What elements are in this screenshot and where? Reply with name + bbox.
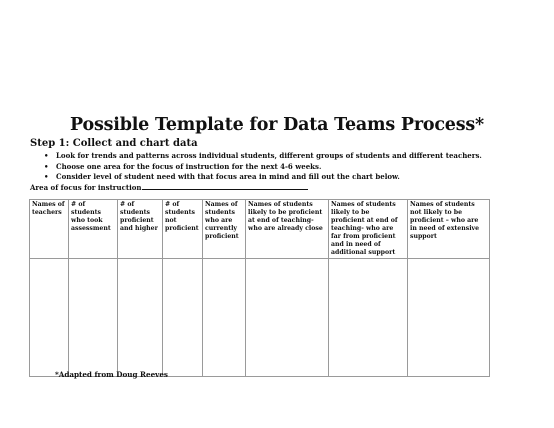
table-cell[interactable] — [69, 259, 118, 377]
page-title: Possible Template for Data Teams Process* — [69, 115, 484, 135]
focus-area-line — [30, 182, 308, 193]
instruction-item: • Look for trends and patterns across individual students, different groups of students and different teachers. — [44, 151, 482, 162]
table-row — [30, 259, 490, 377]
instruction-list — [44, 151, 482, 183]
table-cell[interactable] — [30, 259, 69, 377]
focus-area-blank[interactable] — [142, 182, 308, 190]
column-header-proficient-higher: # of students proficient and higher — [118, 200, 163, 259]
table-cell[interactable] — [118, 259, 163, 377]
column-header-teachers: Names of teachers — [30, 200, 69, 259]
column-header-already-close: Names of students likely to be proficient at end of teaching- who are already close — [246, 200, 329, 259]
table-cell[interactable] — [246, 259, 329, 377]
column-header-far-from-proficient: Names of students likely to be proficient at end of teaching- who are far from proficient and in need of additional support — [329, 200, 408, 259]
table-header-row — [30, 200, 490, 259]
column-header-took-assessment: # of students who took assessment — [69, 200, 118, 259]
instruction-item: • Choose one area for the focus of instruction for the next 4-6 weeks. — [44, 162, 482, 173]
instruction-item: • Consider level of student need with that focus area in mind and fill out the chart below. — [44, 172, 482, 183]
focus-area-label: Area of focus for instruction — [30, 183, 142, 192]
footnote: *Adapted from Doug Reeves — [55, 370, 168, 379]
table-cell[interactable] — [408, 259, 490, 377]
column-header-currently-proficient: Names of students who are currently proficient — [203, 200, 246, 259]
table-cell[interactable] — [163, 259, 203, 377]
column-header-extensive-support: Names of students not likely to be proficient – who are in need of extensive support — [408, 200, 490, 259]
data-chart-table — [29, 199, 490, 377]
table-cell[interactable] — [329, 259, 408, 377]
step-heading: Step 1: Collect and chart data — [30, 138, 198, 149]
column-header-not-proficient: # of students not proficient — [163, 200, 203, 259]
table-cell[interactable] — [203, 259, 246, 377]
